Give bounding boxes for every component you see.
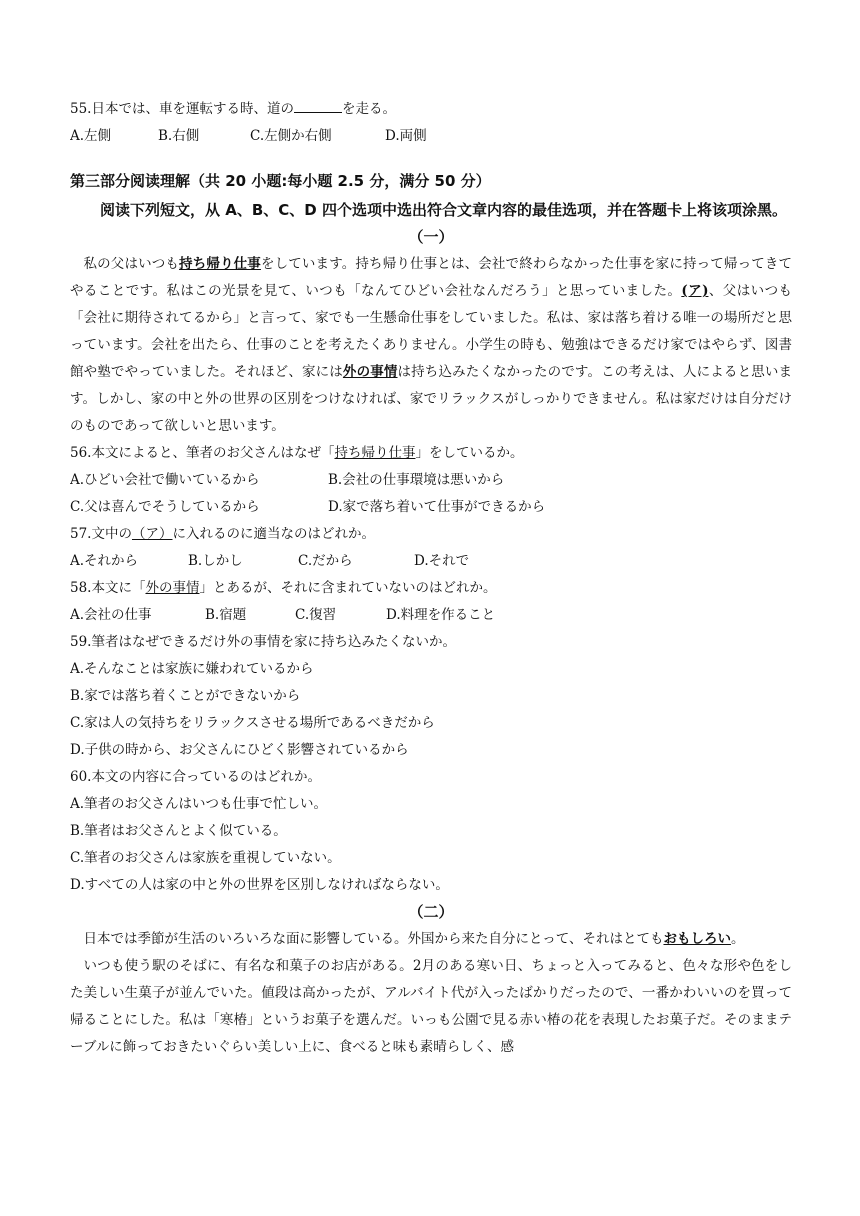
question-59-option-a: A.そんなことは家族に嫌われているから <box>70 661 314 677</box>
passage-1-heading: （一） <box>408 228 454 246</box>
question-56-options-row1 <box>70 467 792 494</box>
passage-2-paragraph-1: 日本では季節が生活のいろいろな面に影響している。外国から来た自分にとって、それはとてもおもしろい。 <box>83 931 745 947</box>
question-56-stem: 56.本文によると、筆者のお父さんはなぜ「持ち帰り仕事」をしているか。 <box>70 445 524 461</box>
question-58-options <box>70 602 792 629</box>
keyword-omoshiroi: おもしろい <box>663 931 731 947</box>
question-60-option-c: C.筆者のお父さんは家族を重視していない。 <box>70 850 341 866</box>
question-59-option-c: C.家は人の気持ちをリラックスさせる場所であるべきだから <box>70 715 435 731</box>
passage-2-paragraph-2: いつも使う駅のそばに、有名な和菓子のお店がある。2月のある寒い日、ちょっと入ってみると、色々な形や色をした美しい生菓子が並んでいた。値段は高かったが、アルバイト代が入ったばかりだったので、一番かわいいのを買って帰ることにした。私は「寒椿」というお菓子を選んだ。いっも公園で見る赤い椿の花を表現したお菓子だ。そのままテーブルに飾っておきたいぐらい美しい上に、食べると味も素晴らしく、感 <box>70 958 792 1055</box>
question-56-options-row2 <box>70 494 792 521</box>
option-b: B.しかし <box>188 553 243 569</box>
question-60-option-d: D.すべての人は家の中と外の世界を区別しなければならない。 <box>70 877 449 893</box>
question-59-stem: 59.筆者はなぜできるだけ外の事情を家に持ち込みたくないか。 <box>70 634 456 650</box>
keyword-mochikaeri: 持ち帰り仕事 <box>179 256 261 272</box>
question-59-option-d: D.子供の時から、お父さんにひどく影響されているから <box>70 742 409 758</box>
option-d: D.それで <box>414 553 470 569</box>
option-a: A.会社の仕事 <box>70 607 152 623</box>
part3-title: 第三部分阅读理解（共 20 小题:每小题 2.5 分，满分 50 分） <box>70 172 491 190</box>
passage-2-heading: （二） <box>408 903 454 921</box>
option-c: C.左側か右側 <box>250 128 332 144</box>
option-b: B.右側 <box>158 128 200 144</box>
option-c: C.父は喜んでそうしているから <box>70 499 260 515</box>
question-59-option-b: B.家では落ち着くことができないから <box>70 688 301 704</box>
question-55-stem: 55.日本では、車を運転する時、道の を走る。 <box>70 96 792 123</box>
option-c: C.復習 <box>295 607 337 623</box>
question-58-stem: 58.本文に「外の事情」とあるが、それに含まれていないのはどれか。 <box>70 580 497 596</box>
question-60-option-b: B.筆者はお父さんとよく似ている。 <box>70 823 287 839</box>
question-55-options <box>70 123 792 150</box>
question-60-stem: 60.本文の内容に合っているのはどれか。 <box>70 769 321 785</box>
question-57-options <box>70 548 792 575</box>
option-a: A.それから <box>70 553 139 569</box>
part3-instruction: 阅读下列短文，从 A、B、C、D 四个选项中选出符合文章内容的最佳选项，并在答题卡上将该项涂黑。 <box>100 201 787 219</box>
option-b: B.宿題 <box>205 607 247 623</box>
option-a: A.ひどい会社で働いているから <box>70 472 260 488</box>
option-d: D.料理を作ること <box>386 607 496 623</box>
option-b: B.会社の仕事環境は悪いから <box>328 472 505 488</box>
passage-1-text: 私の父はいつも持ち帰り仕事をしています。持ち帰り仕事とは、会社で終わらなかった仕事を家に持って帰ってきてやることです。私はこの光景を見て、いつも「なんてひどい会社なんだろう」と思っていました。(ア)、父はいつも「会社に期待されてるから」と言って、家でも一生懸命仕事をしていました。私は、家は落ち着ける唯一の場所だと思っています。会社を出たら、仕事のことを考えたくありません。小学生の時も、勉強はできるだけ家ではやらず、図書館や塾でやっていました。それほど、家には外の事情は持ち込みたくなかったのです。この考えは、人によると思います。しかし、家の中と外の世界の区別をつけなければ、家でリラックスがしっかりできません。私は家だけは自分だけのものであって欲しいと思います。 <box>70 256 793 434</box>
option-a: A.左側 <box>70 128 112 144</box>
option-d: D.両側 <box>385 128 427 144</box>
keyword-a-blank: (ア) <box>681 283 709 299</box>
answer-blank <box>294 97 342 113</box>
option-c: C.だから <box>298 553 353 569</box>
keyword-soto-no-jijou: 外の事情 <box>342 364 398 380</box>
exam-page <box>70 96 792 1061</box>
option-d: D.家で落ち着いて仕事ができるから <box>328 499 546 515</box>
question-60-option-a: A.筆者のお父さんはいつも仕事で忙しい。 <box>70 796 328 812</box>
question-57-stem: 57.文中の（ア）に入れるのに適当なのはどれか。 <box>70 526 375 542</box>
